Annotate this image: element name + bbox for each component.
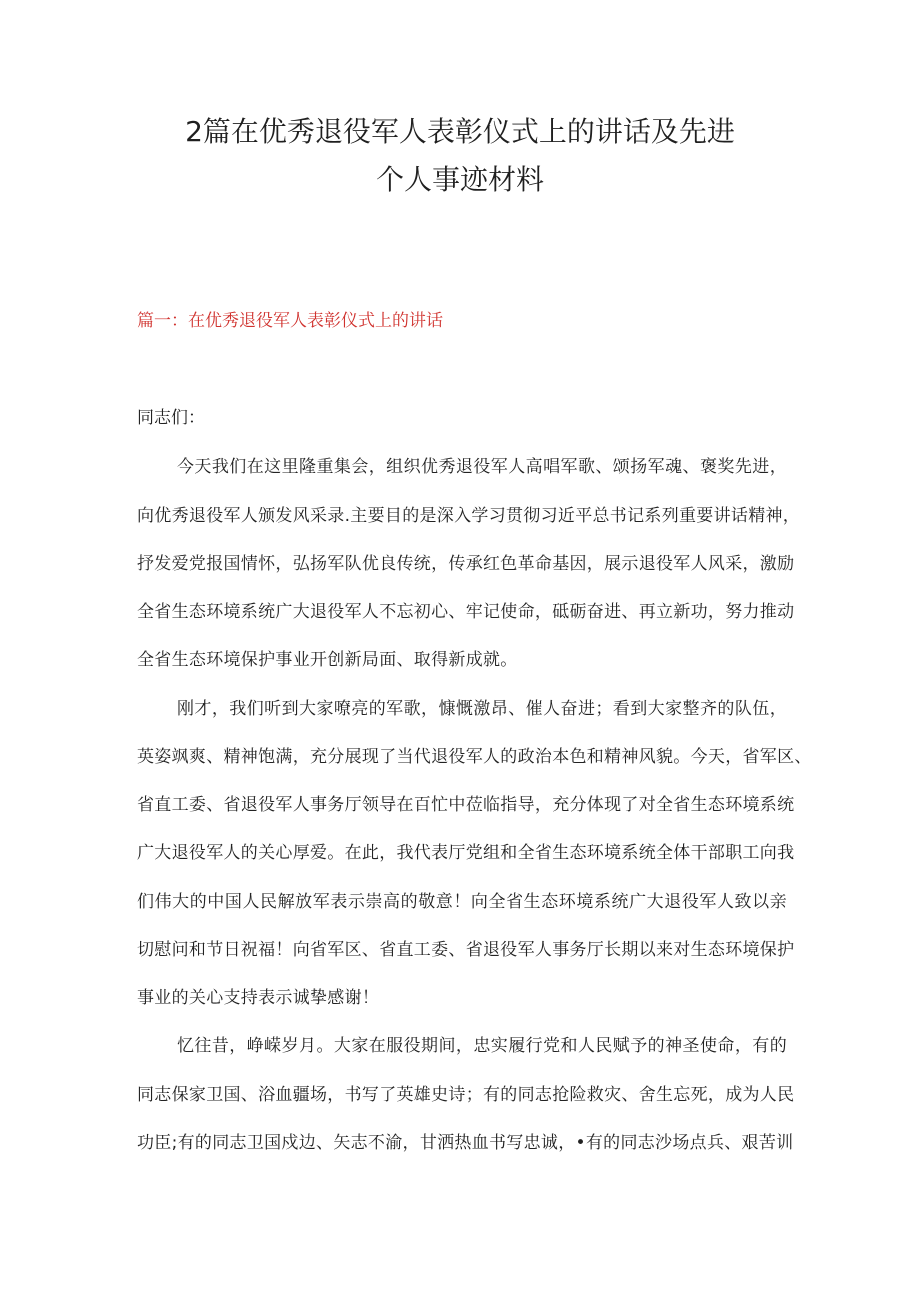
paragraph-line: 功臣;有的同志卫国戍边、矢志不渝，甘洒热血书写忠诚，•有的同志沙场点兵、艰苦训 bbox=[137, 1133, 794, 1153]
document-title-line-1: 2篇在优秀退役军人表彰仪式上的讲话及先进 bbox=[185, 115, 735, 148]
paragraph-line: 全省生态环境保护事业开创新局面、取得新成就。 bbox=[137, 650, 518, 670]
salutation: 同志们： bbox=[137, 408, 205, 428]
paragraph-line: 广大退役军人的关心厚爱。在此，我代表厅党组和全省生态环境系统全体干部职工向我 bbox=[137, 843, 795, 863]
section-heading: 篇一：在优秀退役军人表彰仪式上的讲话 bbox=[137, 311, 443, 331]
paragraph-line: 全省生态环境系统广大退役军人不忘初心、牢记使命，砥砺奋进、再立新功，努力推动 bbox=[137, 602, 795, 622]
paragraph-line: 今天我们在这里隆重集会，组织优秀退役军人高唱军歌、颂扬军魂、褒奖先进， bbox=[177, 457, 787, 477]
paragraph-line: 省直工委、省退役军人事务厅领导在百忙中莅临指导，充分体现了对全省生态环境系统 bbox=[137, 795, 795, 815]
paragraph-line: 刚才，我们听到大家嘹亮的军歌，慷慨激昂、催人奋进；看到大家整齐的队伍， bbox=[177, 699, 787, 719]
paragraph-line: 抒发爱党报国情怀，弘扬军队优良传统，传承红色革命基因，展示退役军人风采，激励 bbox=[137, 554, 795, 574]
paragraph-line: 们伟大的中国人民解放军表示崇高的敬意！向全省生态环境系统广大退役军人致以亲 bbox=[137, 892, 787, 912]
paragraph-line: 忆往昔，峥嵘岁月。大家在服役期间，忠实履行党和人民赋予的神圣使命，有的 bbox=[177, 1036, 787, 1056]
paragraph-line: 同志保家卫国、浴血疆场，书写了英雄史诗；有的同志抢险救灾、舍生忘死，成为人民 bbox=[137, 1085, 795, 1105]
document-title-line-2: 个人事迹材料 bbox=[375, 163, 544, 196]
paragraph-line: 事业的关心支持表示诚挚感谢！ bbox=[137, 988, 380, 1008]
paragraph-line: 切慰问和节日祝福！向省军区、省直工委、省退役军人事务厅长期以来对生态环境保护 bbox=[137, 940, 795, 960]
paragraph-line: 英姿飒爽、精神饱满，充分展现了当代退役军人的政治本色和精神风貌。今天，省军区、 bbox=[137, 747, 812, 767]
paragraph-line: 向优秀退役军人颁发风采录.主要目的是深入学习贯彻习近平总书记系列重要讲话精神， bbox=[137, 506, 801, 526]
